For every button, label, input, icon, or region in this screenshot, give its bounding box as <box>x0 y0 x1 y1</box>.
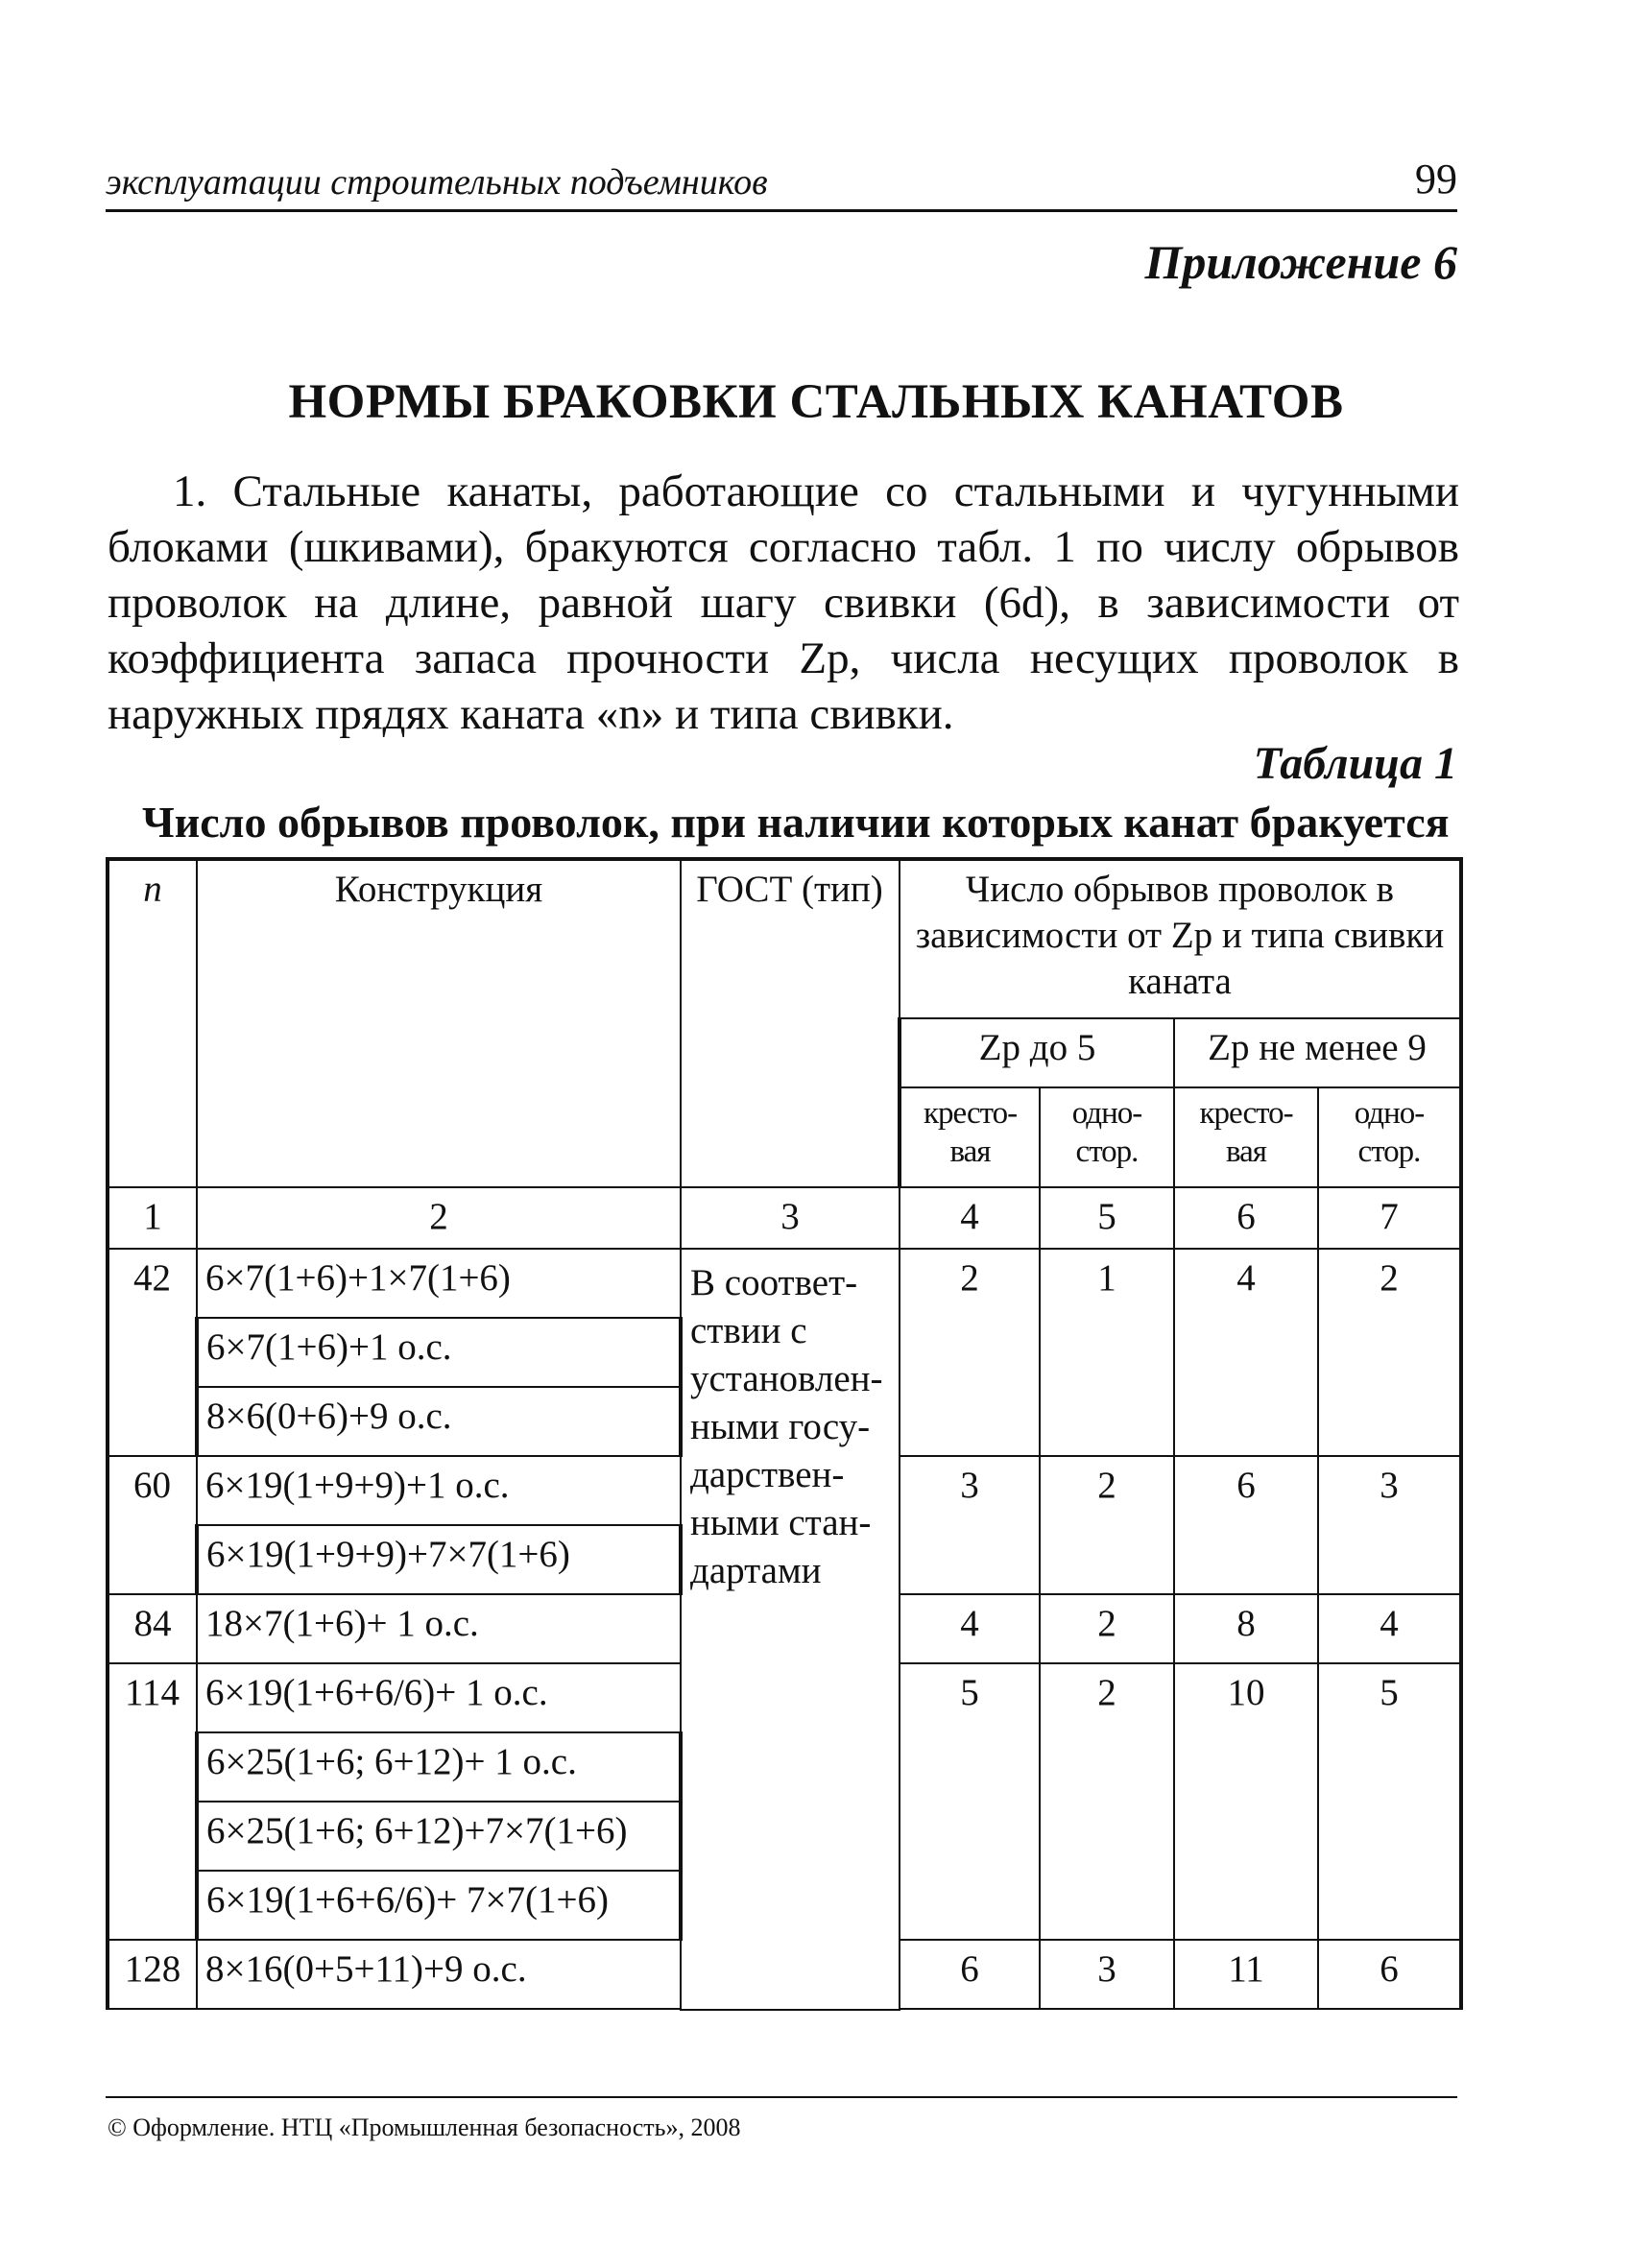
norms-table <box>106 857 1463 2011</box>
running-head-title: эксплуатации строительных подъемников <box>106 162 768 203</box>
construction-cell: 8×16(0+5+11)+9 о.с. <box>197 1940 681 2009</box>
table-title: Число обрывов проволок, при наличии которых канат бракуется <box>142 798 1450 847</box>
column-number: 2 <box>197 1187 681 1249</box>
value-cross-high: 11 <box>1174 1940 1318 2009</box>
value-cross-low: 5 <box>900 1663 1040 1940</box>
n-value: 60 <box>108 1456 197 1594</box>
column-number: 4 <box>900 1187 1040 1249</box>
construction-cell: 6×19(1+9+9)+1 о.с. <box>197 1456 681 1525</box>
running-head <box>106 155 1457 212</box>
column-number: 3 <box>681 1187 900 1249</box>
column-number: 7 <box>1318 1187 1461 1249</box>
intro-paragraph-text: 1. Стальные канаты, работающие со стальными и чугунными блоками (шкивами), бракуются согласно табл. 1 по числу обрывов проволок на длине, равной шагу свивки (6d), в зависимости от коэффициента запаса прочности Zp, числа несущих проволок в наружных прядях каната «n» и типа свивки. <box>108 466 1459 739</box>
header-cross-low: кресто-вая <box>900 1087 1040 1187</box>
column-numbers-row <box>108 1187 1461 1249</box>
footer: © Оформление. НТЦ «Промышленная безопасность», 2008 <box>108 2113 741 2141</box>
value-cross-low: 6 <box>900 1940 1040 2009</box>
value-one-side-low: 3 <box>1040 1940 1174 2009</box>
construction-cell: 6×19(1+6+6/6)+ 7×7(1+6) <box>197 1871 681 1940</box>
header-zp-low: Zp до 5 <box>900 1018 1174 1087</box>
construction-cell: 6×7(1+6)+1×7(1+6) <box>197 1249 681 1318</box>
header-cross-high: кресто-вая <box>1174 1087 1318 1187</box>
construction-cell: 6×19(1+6+6/6)+ 1 о.с. <box>197 1663 681 1732</box>
table-header <box>108 859 1461 1249</box>
construction-cell: 8×6(0+6)+9 о.с. <box>197 1387 681 1456</box>
construction-cell: 6×25(1+6; 6+12)+7×7(1+6) <box>197 1802 681 1871</box>
footer-rule <box>106 2096 1457 2098</box>
column-number: 6 <box>1174 1187 1318 1249</box>
page-heading: НОРМЫ БРАКОВКИ СТАЛЬНЫХ КАНАТОВ <box>288 375 1344 429</box>
gost-cell: В соответ-ствии с установлен-ными госу-дарствен-ными стан-дартами <box>681 1249 900 2010</box>
value-one-side-high: 5 <box>1318 1663 1461 1940</box>
page-number: 99 <box>1415 155 1457 203</box>
value-one-side-high: 3 <box>1318 1456 1461 1594</box>
value-cross-low: 2 <box>900 1249 1040 1456</box>
header-construction: Конструкция <box>197 859 681 1187</box>
intro-paragraph <box>108 464 1459 742</box>
column-number: 1 <box>108 1187 197 1249</box>
header-one-side-low: одно-стор. <box>1040 1087 1174 1187</box>
value-cross-high: 6 <box>1174 1456 1318 1594</box>
value-cross-low: 4 <box>900 1594 1040 1663</box>
value-one-side-low: 2 <box>1040 1456 1174 1594</box>
n-value: 42 <box>108 1249 197 1456</box>
value-one-side-low: 2 <box>1040 1663 1174 1940</box>
header-breaks: Число обрывов проволок в зависимости от Zp и типа свивки каната <box>900 859 1461 1018</box>
construction-cell: 6×25(1+6; 6+12)+ 1 о.с. <box>197 1732 681 1802</box>
value-one-side-high: 4 <box>1318 1594 1461 1663</box>
header-gost: ГОСТ (тип) <box>681 859 900 1187</box>
value-cross-high: 8 <box>1174 1594 1318 1663</box>
n-value: 128 <box>108 1940 197 2009</box>
header-n: n <box>108 859 197 1187</box>
value-cross-high: 10 <box>1174 1663 1318 1940</box>
value-one-side-low: 1 <box>1040 1249 1174 1456</box>
value-one-side-high: 2 <box>1318 1249 1461 1456</box>
n-value: 84 <box>108 1594 197 1663</box>
value-one-side-low: 2 <box>1040 1594 1174 1663</box>
table-body <box>108 1249 1461 2010</box>
appendix-label: Приложение 6 <box>1144 235 1457 289</box>
construction-cell: 6×7(1+6)+1 о.с. <box>197 1318 681 1387</box>
value-one-side-high: 6 <box>1318 1940 1461 2009</box>
header-zp-high: Zp не менее 9 <box>1174 1018 1461 1087</box>
value-cross-high: 4 <box>1174 1249 1318 1456</box>
table-caption: Таблица 1 <box>1253 738 1457 789</box>
table-row <box>108 1249 1461 1318</box>
construction-cell: 6×19(1+9+9)+7×7(1+6) <box>197 1525 681 1594</box>
header-one-side-high: одно-стор. <box>1318 1087 1461 1187</box>
construction-cell: 18×7(1+6)+ 1 о.с. <box>197 1594 681 1663</box>
value-cross-low: 3 <box>900 1456 1040 1594</box>
n-value: 114 <box>108 1663 197 1940</box>
column-number: 5 <box>1040 1187 1174 1249</box>
